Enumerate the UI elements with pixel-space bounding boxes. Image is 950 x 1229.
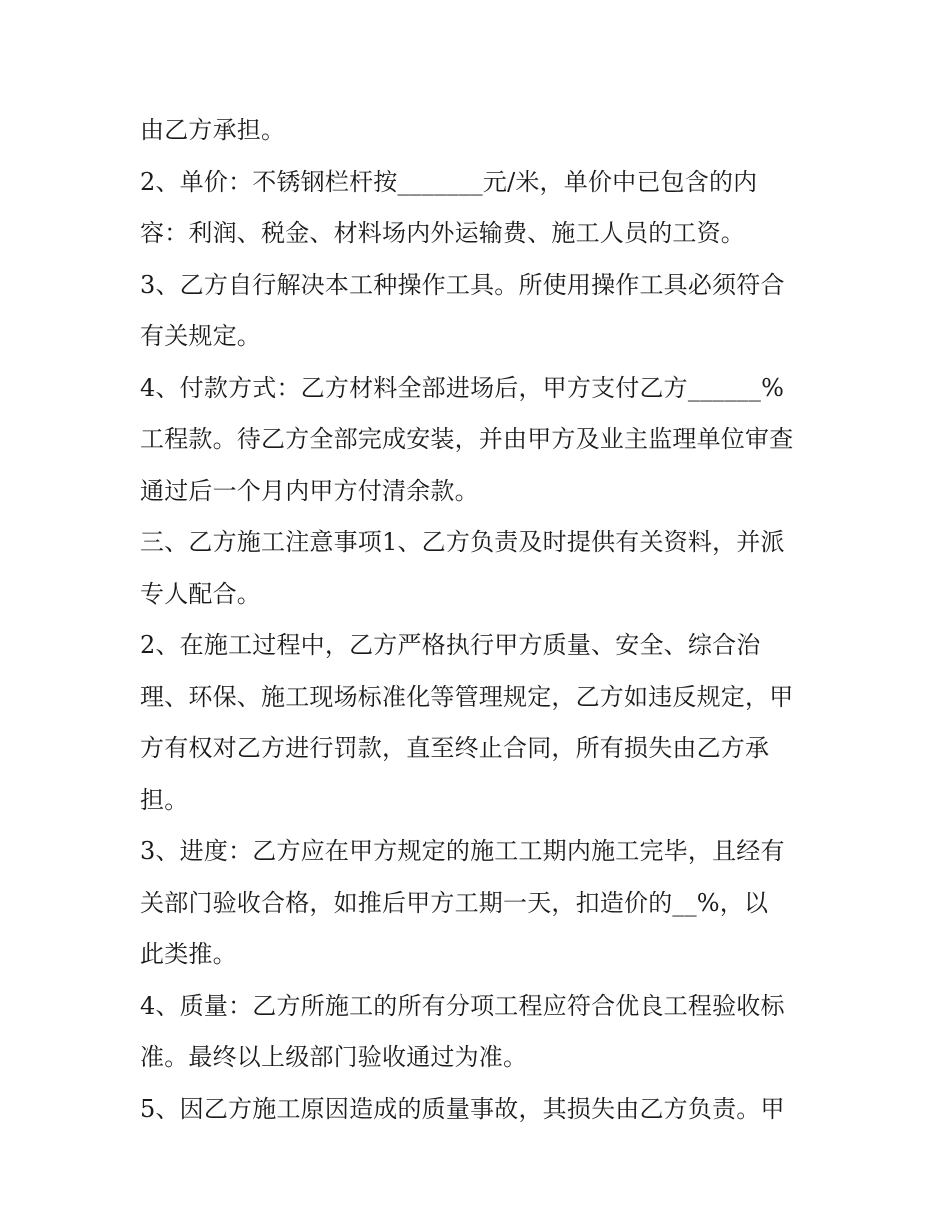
text-line: 4、质量：乙方所施工的所有分项工程应符合优良工程验收标 [140, 991, 785, 1020]
text-line: 4、付款方式：乙方材料全部进场后，甲方支付乙方______% [140, 373, 785, 402]
text-line: 由乙方承担。 [140, 116, 286, 144]
text-line: 理、环保、施工现场标准化等管理规定，乙方如违反规定，甲 [140, 682, 794, 711]
text-line: 担。 [140, 785, 189, 814]
text-line: 有关规定。 [140, 322, 261, 350]
text-line: 3、乙方自行解决本工种操作工具。所使用操作工具必须符合 [140, 270, 785, 299]
text-line: 方有权对乙方进行罚款，直至终止合同，所有损失由乙方承 [140, 734, 770, 762]
text-line: 准。最终以上级部门验收通过为准。 [140, 1043, 528, 1071]
text-line: 3、进度：乙方应在甲方规定的施工工期内施工完毕，且经有 [140, 837, 785, 865]
text-line: 关部门验收合格，如推后甲方工期一天，扣造价的__%，以 [140, 888, 769, 917]
text-line: 此类推。 [140, 940, 237, 968]
text-line: 5、因乙方施工原因造成的质量事故，其损失由乙方负责。甲 [140, 1094, 785, 1123]
document-body [140, 105, 840, 1135]
text-line: 2、在施工过程中，乙方严格执行甲方质量、安全、综合治 [140, 631, 761, 659]
text-line: 工程款。待乙方全部完成安装，并由甲方及业主监理单位审查 [140, 425, 794, 453]
text-line: 三、乙方施工注意事项1、乙方负责及时提供有关资料，并派 [140, 528, 785, 556]
text-line: 容：利润、税金、材料场内外运输费、施工人员的工资。 [140, 219, 745, 247]
text-line: 专人配合。 [140, 579, 261, 608]
text-line: 2、单价：不锈钢栏杆按_______元/米，单价中已包含的内 [140, 167, 758, 196]
text-line: 通过后一个月内甲方付清余款。 [140, 476, 479, 505]
